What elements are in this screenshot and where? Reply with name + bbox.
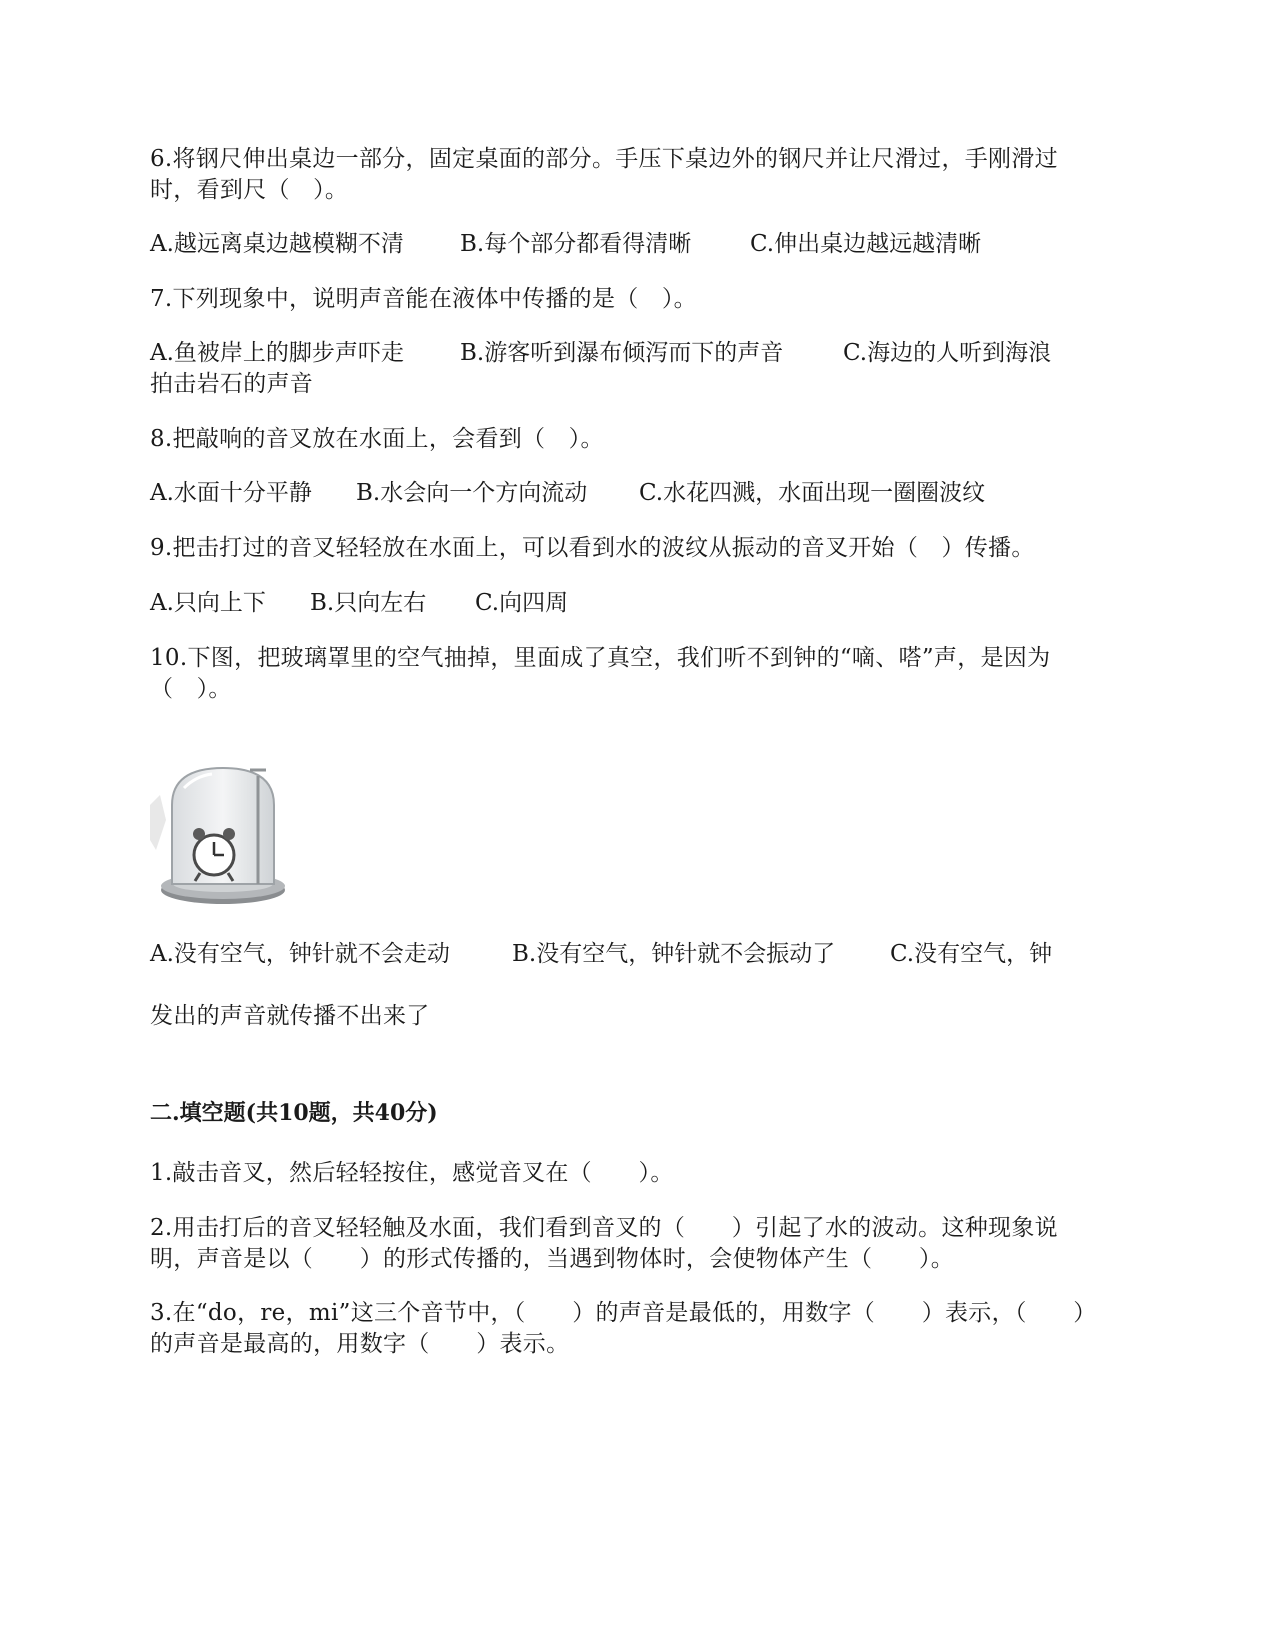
bell-jar-alarm-clock-icon: [150, 760, 290, 920]
question-9-stem: 9.把击打过的音叉轻轻放在水面上，可以看到水的波纹从振动的音叉开始（ ）传播。: [150, 535, 1035, 561]
question-10-stem-line-2: （ ）。: [150, 676, 232, 702]
option-c: C.海边的人听到海浪: [843, 340, 1052, 366]
fill-blank-1: 1.敲击音叉，然后轻轻按住，感觉音叉在（ ）。: [150, 1160, 674, 1186]
option-a: A.鱼被岸上的脚步声吓走: [150, 340, 404, 366]
question-10-option-continuation: 发出的声音就传播不出来了: [150, 1003, 430, 1029]
option-a: A.越远离桌边越模糊不清: [150, 231, 404, 257]
option-c: C.伸出桌边越远越清晰: [750, 231, 982, 257]
option-c: C.没有空气，钟: [890, 941, 1053, 967]
option-b: B.只向左右: [310, 590, 427, 616]
option-a: A.只向上下: [150, 590, 266, 616]
fill-blank-3-line-2: 的声音是最高的，用数字（ ）表示。: [150, 1331, 570, 1357]
fill-blank-2-line-1: 2.用击打后的音叉轻轻触及水面，我们看到音叉的（ ）引起了水的波动。这种现象说: [150, 1215, 1058, 1241]
fill-blank-2-line-2: 明，声音是以（ ）的形式传播的，当遇到物体时，会使物体产生（ ）。: [150, 1246, 954, 1272]
option-b: B.水会向一个方向流动: [356, 480, 588, 506]
option-c: C.水花四溅，水面出现一圈圈波纹: [639, 480, 986, 506]
question-6-stem-line-1: 6.将钢尺伸出桌边一部分，固定桌面的部分。手压下桌边外的钢尺并让尺滑过，手刚滑过: [150, 146, 1058, 172]
option-a: A.水面十分平静: [150, 480, 312, 506]
question-7-stem: 7.下列现象中，说明声音能在液体中传播的是（ ）。: [150, 286, 697, 312]
option-b: B.没有空气，钟针就不会振动了: [512, 941, 836, 967]
fill-blank-3-line-1: 3.在“do，re，mi”这三个音节中，（ ）的声音是最低的，用数字（ ）表示，（ ）: [150, 1300, 1097, 1326]
question-6-stem-line-2: 时，看到尺（ ）。: [150, 177, 349, 203]
option-b: B.每个部分都看得清晰: [460, 231, 692, 257]
question-7-option-continuation: 拍击岩石的声音: [150, 371, 314, 397]
question-8-stem: 8.把敲响的音叉放在水面上，会看到（ ）。: [150, 426, 604, 452]
question-10-stem-line-1: 10.下图，把玻璃罩里的空气抽掉，里面成了真空，我们听不到钟的“嘀、嗒”声，是因为: [150, 645, 1051, 671]
option-a: A.没有空气，钟针就不会走动: [150, 941, 450, 967]
option-b: B.游客听到瀑布倾泻而下的声音: [460, 340, 784, 366]
option-c: C.向四周: [475, 590, 569, 616]
section-2-heading: 二.填空题(共10题，共40分): [150, 1100, 438, 1126]
